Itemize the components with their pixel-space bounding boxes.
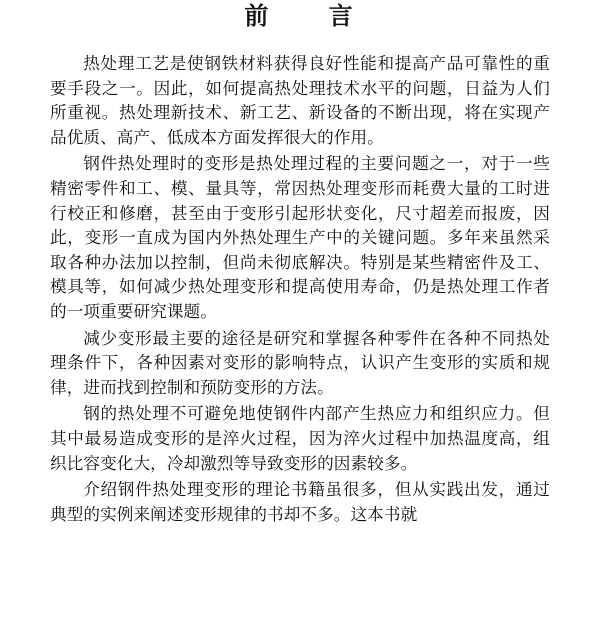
paragraph-5: 介绍钢件热处理变形的理论书籍虽很多，但从实践出发，通过典型的实例来阐述变形规律的书却不多。这本书就 (50, 480, 550, 524)
paragraph-2: 钢件热处理时的变形是热处理过程的主要问题之一，对于一些精密零件和工、模、量具等，常因热处理变形而耗费大量的工时进行校正和修磨，甚至由于变形引起形状变化，尺寸超差而报废，因此，变形一直成为国内外热处理生产中的关键问题。多年来虽然采取各种办法加以控制，但尚未彻底解决。特别是某些精密件及工、模具等，如何减少热处理变形和提高使用寿命，仍是热处理工作者的一项重要研究课题。 (50, 154, 550, 321)
paragraph-4: 钢的热处理不可避免地使钢件内部产生热应力和组织应力。但其中最易造成变形的是淬火过程，因为淬火过程中加热温度高，组织比容变化大，冷却激烈等导致变形的因素较多。 (50, 404, 550, 473)
paragraph-3: 减少变形最主要的途径是研究和掌握各种零件在各种不同热处理条件下，各种因素对变形的影响特点，认识产生变形的实质和规律，进而找到控制和预防变形的方法。 (50, 328, 550, 397)
preface-title: 前 言 (244, 1, 379, 30)
paragraph-1: 热处理工艺是使钢铁材料获得良好性能和提高产品可靠性的重要手段之一。因此，如何提高热处理技术水平的问题，日益为人们所重视。热处理新技术、新工艺、新设备的不断出现，将在实现产品优质、高产、低成本方面发挥很大的作用。 (50, 54, 550, 147)
preface-body (50, 52, 550, 529)
